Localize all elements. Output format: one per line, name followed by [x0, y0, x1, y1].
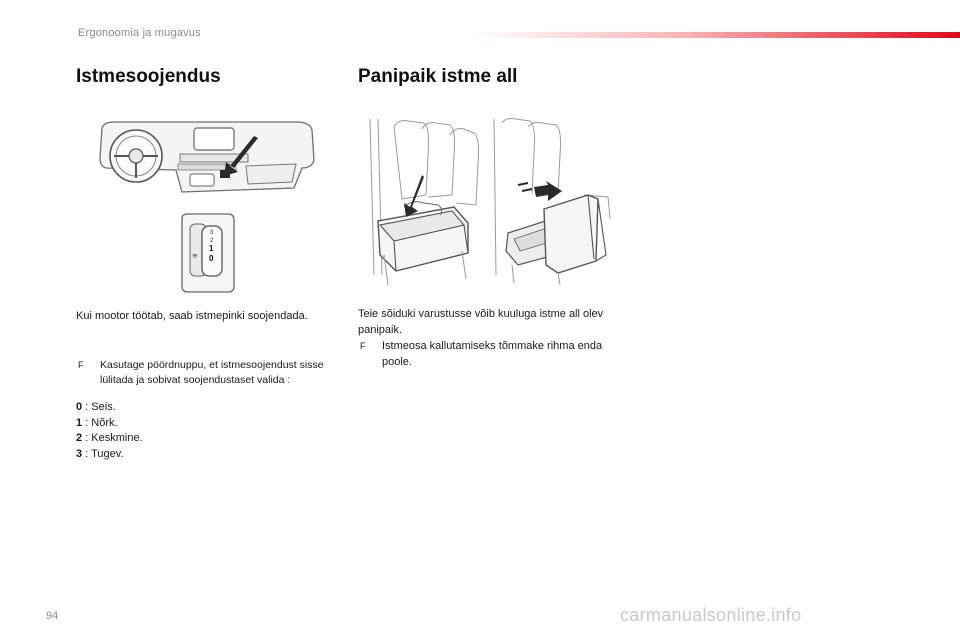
knob-label-0: 0: [209, 254, 214, 263]
level-item: 2 : Keskmine.: [76, 432, 143, 444]
seat-heating-instruction: [78, 358, 340, 388]
bench-seat-closed-illustration: [364, 115, 490, 287]
knob-label-2: 2: [210, 238, 214, 244]
level-item: 3 : Tugev.: [76, 447, 124, 460]
seat-heat-icon: ≋: [192, 253, 198, 260]
knob-label-3: 3: [210, 230, 214, 236]
level-item: 0 : Seis.: [76, 401, 116, 413]
knob-label-1: 1: [209, 244, 214, 253]
bullet-mark: F: [360, 341, 366, 351]
watermark: carmanualsonline.info: [620, 605, 802, 625]
heating-knob-illustration: [178, 212, 238, 294]
storage-intro: Teie sõiduki varustusse võib kuuluga istme all olev panipaik.: [358, 308, 604, 336]
level-item: 1 : Nõrk.: [76, 416, 118, 429]
heating-levels-list: [76, 400, 143, 462]
section-title-under-seat-storage: Panipaik istme all: [358, 66, 518, 87]
seat-heating-instruction-text: Kasutage pöördnuppu, et istmesoojendust sisse lülitada ja sobivat soojendustaset valida :: [100, 359, 324, 386]
seat-heating-intro: Kui mootor töötab, saab istmepinki soojendada.: [76, 310, 308, 322]
header-accent-bar: [470, 32, 960, 38]
dashboard-illustration: [96, 118, 318, 196]
storage-instruction: [360, 338, 622, 370]
section-title-seat-heating: Istmesoojendus: [76, 66, 221, 87]
bench-seat-tilted-illustration: [488, 115, 618, 287]
section-header: Ergonoomia ja mugavus: [78, 27, 201, 39]
storage-instruction-text: Istmeosa kallutamiseks tõmmake rihma enda poole.: [382, 340, 603, 368]
page-number: 94: [46, 610, 59, 622]
bullet-mark: F: [78, 360, 84, 370]
